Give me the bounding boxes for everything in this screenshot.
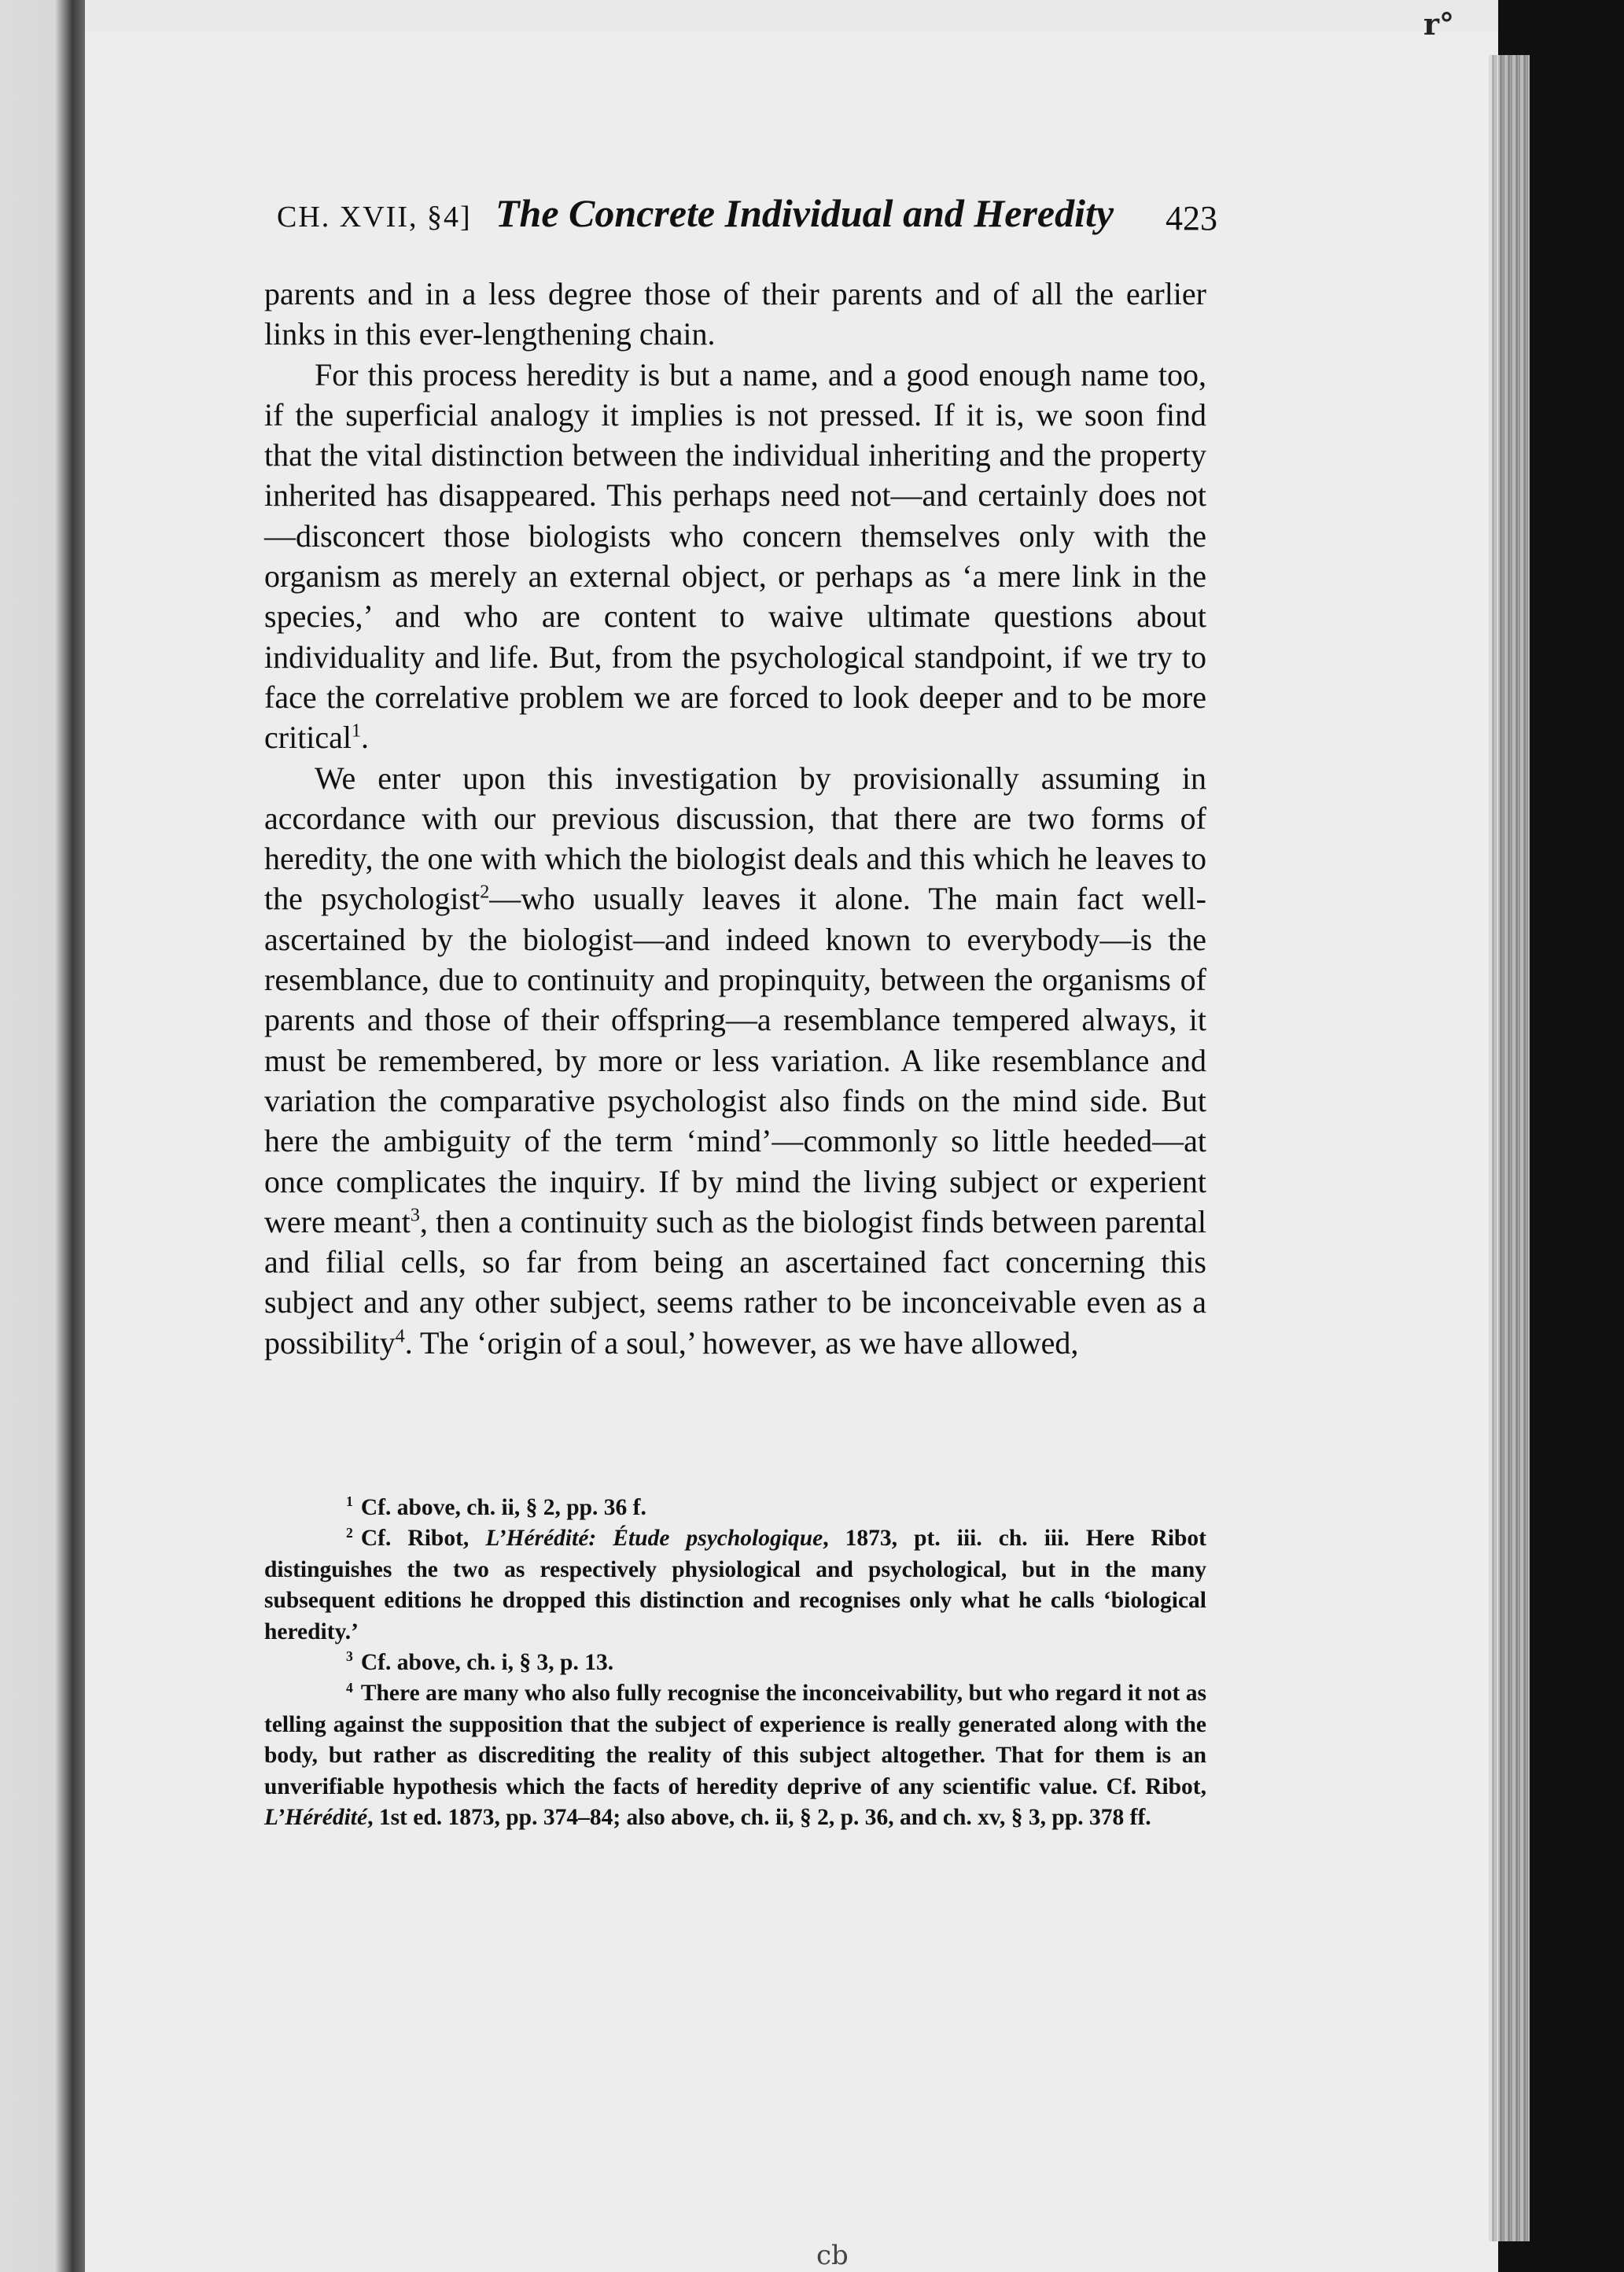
footnote-reference[interactable]: 1	[352, 720, 362, 742]
paragraph-text: —who usually leaves it alone. The main fact well-ascertained by the biologist—and indeed known to everybody—is the resemblance, due to continuity and propinquity, between the organisms of parents and those of their offspring—a resemblance tempered always, it must be remembered, by more or less variation. A like resemblance and variation the comparative psychologist also finds on the mind side. But here the ambiguity of the term ‘mind’—commonly so little heeded—at once complicates the inquiry. If by mind the living subject or experient were meant	[264, 881, 1207, 1239]
footnote-text: , 1873, pt. iii. ch. iii. Here Ribot distinguishes the two as respectively physiological and psychological, but in the many subsequent editions he dropped this distinction and recognises only what he calls ‘biological heredity.’	[264, 1526, 1206, 1644]
footnote-text: Cf. above, ch. i, § 3, p. 13.	[360, 1650, 614, 1676]
running-head	[277, 187, 1217, 242]
chapter-reference: CH. XVII, §4]	[277, 201, 472, 234]
footnote-title: L’Hérédité	[264, 1805, 368, 1831]
paragraph-text: For this process heredity is but a name, and a good enough name too, if the superficial analogy it implies is not pressed. If it is, we soon find that the vital distinction between the individual inheriting and the property inherited has disappeared. This perhaps need not—and certainly does not—disconcert those biologists who concern themselves only with the organism as merely an external object, or perhaps as ‘a mere link in the species,’ and who are content to waive ultimate questions about individuality and life. But, from the psychological standpoint, if we try to face the correlative problem we are forced to look deeper and to be more critical	[264, 356, 1206, 756]
paragraph-text: .	[361, 720, 370, 756]
footnote: $^3$ Cf. above, ch. i, § 3, p. 13.	[346, 1648, 614, 1676]
paragraph-text: , then a continuity such as the biologist finds between parental and filial cells, so far from being an ascertained fact concerning this subject and any other subject, seems rather to be inconceivable even as a possibility	[264, 1203, 1206, 1361]
paragraph-text: parents and in a less degree those of their parents and of all the earlier links in this ever-lengthening chain.	[264, 276, 1206, 352]
paragraph-text: . The ‘origin of a soul,’ however, as we have allowed,	[404, 1324, 1079, 1361]
footnote: $^1$ Cf. above, ch. ii, § 2, pp. 36 f.	[346, 1493, 646, 1520]
footnote-text: Cf. Ribot,	[360, 1526, 486, 1552]
footnote-text: Cf. above, ch. ii, § 2, pp. 36 f.	[360, 1495, 646, 1520]
page-number: 423	[1166, 199, 1217, 238]
body-paragraph	[264, 758, 1206, 1363]
running-title: The Concrete Individual and Heredity	[495, 191, 1114, 235]
footnote-text: , 1st ed. 1873, pp. 374–84; also above, ch. ii, § 2, p. 36, and ch. xv, § 3, pp. 378 ff.	[367, 1805, 1151, 1831]
scan-corner-mark: r°	[1423, 6, 1455, 42]
scan-bottom-mark: cb	[816, 2240, 849, 2271]
page-stack-edge	[1489, 55, 1530, 2241]
footnote: $^4$ There are many who also fully recognise the inconceivability, but who regard it not as telling against the supposition that the subject of experience is really generated along with the body, but rather as discrediting the reality of this subject altogether. That for them is an unverifiable hypothesis which the facts of heredity deprive of any scientific value. Cf. Ribot, L’Hérédité, 1st ed. 1873, pp. 374–84; also above, ch. ii, § 2, p. 36, and ch. xv, § 3, pp. 378 ff.	[264, 1679, 1206, 1831]
footnote-title: L’Hérédité: Étude psychologique	[485, 1526, 823, 1552]
footnote: $^2$ Cf. Ribot, L’Hérédité: Étude psychologique, 1873, pt. iii. ch. iii. Here Ribot distinguishes the two as respectively physiological and psychological, but in the many subsequent editions he dropped this distinction and recognises only what he calls ‘biological heredity.’	[264, 1524, 1206, 1644]
paragraph-text: We enter upon this investigation by provisionally assuming in accordance with our previous discussion, that there are two forms of heredity, the one with which the biologist deals and this which he leaves to the psychologist	[264, 760, 1206, 917]
footnote-text: There are many who also fully recognise the inconceivability, but who regard it not as telling against the supposition that the subject of experience is really generated along with the body, but rather as discrediting the reality of this subject altogether. That for them is an unverifiable hypothesis which the facts of heredity deprive of any scientific value. Cf. Ribot,	[264, 1681, 1206, 1799]
scan-left-margin	[0, 0, 85, 2272]
footnotes	[264, 1493, 1206, 1833]
body-text	[264, 274, 1206, 1363]
body-paragraph	[264, 274, 1206, 355]
body-paragraph	[264, 355, 1206, 758]
footnote-reference[interactable]: 2	[480, 882, 490, 904]
footnote-reference[interactable]: 3	[410, 1205, 420, 1226]
footnote-reference[interactable]: 4	[395, 1326, 405, 1347]
